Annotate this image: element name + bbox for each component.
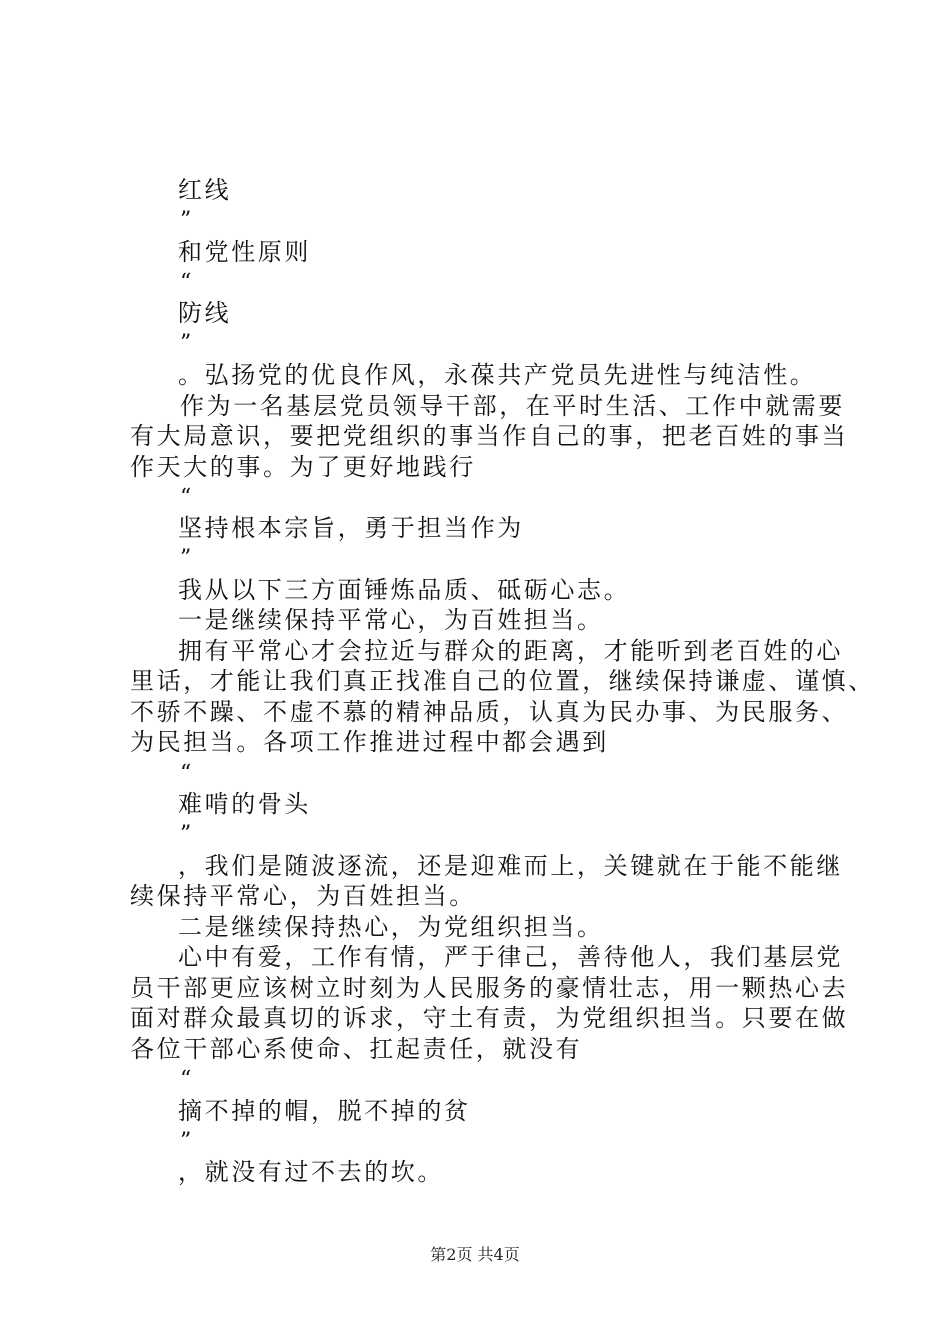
paragraph-line: 作天大的事。为了更好地践行 xyxy=(130,453,476,481)
paragraph-line: 各位干部心系使命、扛起责任，就没有 xyxy=(130,1035,583,1063)
text-line: 二是继续保持热心，为党组织担当。 xyxy=(178,913,604,941)
text-line: 摘不掉的帽，脱不掉的贫 xyxy=(178,1097,471,1125)
text-line: 防线 xyxy=(178,299,232,327)
text-line: ，我们是随波逐流，还是迎难而上，关键就在于能不能继 xyxy=(178,852,843,880)
text-line: 和党性原则 xyxy=(178,238,311,266)
page-number-footer: 第2页 共4页 xyxy=(430,1245,520,1264)
quote-mark: ” xyxy=(180,822,192,847)
paragraph-line: 为民担当。各项工作推进过程中都会遇到 xyxy=(130,728,609,756)
paragraph-line: 续保持平常心，为百姓担当。 xyxy=(130,882,476,910)
text-line: 难啃的骨头 xyxy=(178,790,311,818)
text-line: 我从以下三方面锤炼品质、砥砺心志。 xyxy=(178,576,631,604)
paragraph-line: 有大局意识，要把党组织的事当作自己的事，把老百姓的事当 xyxy=(130,422,849,450)
text-line: 。弘扬党的优良作风，永葆共产党员先进性与纯洁性。 xyxy=(178,361,817,389)
quote-mark: “ xyxy=(180,1067,192,1092)
paragraph-line: 里话，才能让我们真正找准自己的位置，继续保持谦虚、谨慎、 xyxy=(130,667,875,695)
text-line: 一是继续保持平常心，为百姓担当。 xyxy=(178,606,604,634)
paragraph-line: 员干部更应该树立时刻为人民服务的豪情壮志，用一颗热心去 xyxy=(130,974,849,1002)
quote-mark: “ xyxy=(180,270,192,295)
quote-mark: ” xyxy=(180,1129,192,1154)
quote-mark: “ xyxy=(180,761,192,786)
quote-mark: ” xyxy=(180,208,192,233)
paragraph-line: 面对群众最真切的诉求，守土有责，为党组织担当。只要在做 xyxy=(130,1004,849,1032)
quote-mark: ” xyxy=(180,331,192,356)
paragraph-line: 拥有平常心才会拉近与群众的距离，才能听到老百姓的心 xyxy=(178,637,843,665)
paragraph-line xyxy=(178,391,845,421)
text-line: ，就没有过不去的坎。 xyxy=(178,1158,444,1186)
quote-mark: “ xyxy=(180,485,192,510)
paragraph-line: 心中有爱，工作有情，严于律己，善待他人，我们基层党 xyxy=(178,943,843,971)
text-line: 坚持根本宗旨，勇于担当作为 xyxy=(178,514,524,542)
text-line: 红线 xyxy=(178,176,232,204)
quote-mark: ” xyxy=(180,546,192,571)
paragraph-text: 作为一名基层党员领导干部，在平时生活、工作中就需要 xyxy=(180,392,845,420)
paragraph-line: 不骄不躁、不虚不慕的精神品质，认真为民办事、为民服务、 xyxy=(130,698,849,726)
